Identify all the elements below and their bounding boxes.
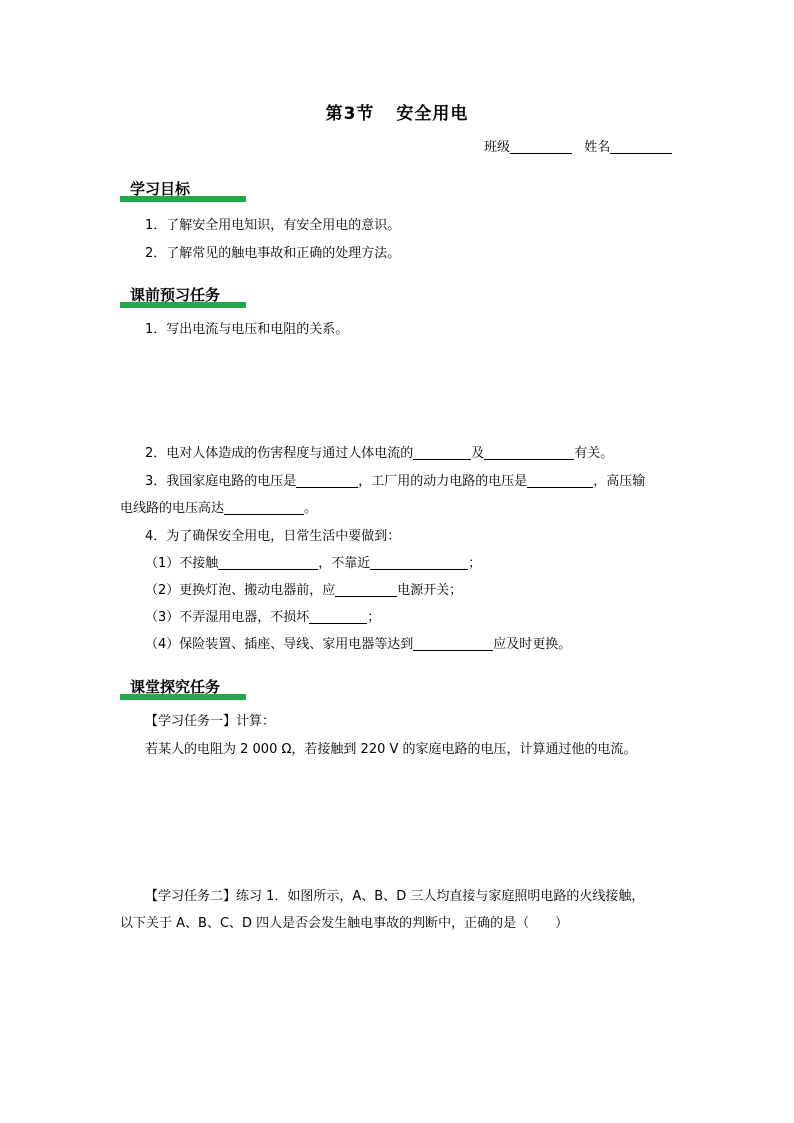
preview-question-2: 2．电对人体造成的伤害程度与通过人体电流的 及 有关。: [145, 446, 614, 461]
preview-question-3: 3．我国家庭电路的电压是 ，工厂用的动力电路的电压是 ，高压输: [145, 474, 646, 489]
blank[interactable]: [335, 582, 397, 597]
task1-label: 【学习任务一】计算：: [145, 714, 276, 729]
name-label: 姓名: [584, 140, 611, 155]
goal-item-2: 2．了解常见的触电事故和正确的处理方法。: [145, 246, 401, 261]
preview-q4-item-2: （2）更换灯泡、搬动电器前，应 电源开关；: [145, 583, 463, 598]
blank[interactable]: [218, 555, 318, 570]
goal-item-1: 1．了解安全用电知识，有安全用电的意识。: [145, 218, 401, 233]
section-heading-preview: 课前预习任务: [120, 284, 220, 305]
preview-q4-item-1: （1）不接触 ，不靠近 ；: [145, 556, 482, 571]
class-label: 班级: [484, 140, 511, 155]
blank[interactable]: [527, 473, 593, 488]
blank[interactable]: [309, 609, 367, 624]
blank[interactable]: [413, 636, 493, 651]
blank[interactable]: [296, 473, 358, 488]
page-title: [0, 99, 794, 124]
class-blank[interactable]: [510, 139, 572, 154]
task2-line-2: 以下关于 A、B、C、D 四人是否会发生触电事故的判断中，正确的是（ ）: [120, 916, 569, 931]
section-heading-explore: 课堂探究任务: [120, 676, 220, 697]
task1-text: 若某人的电阻为 2 000 Ω，若接触到 220 V 的家庭电路的电压，计算通过他的电流。: [145, 742, 637, 757]
blank[interactable]: [370, 555, 468, 570]
blank[interactable]: [413, 445, 471, 460]
preview-q4-item-3: （3）不弄湿用电器，不损坏 ；: [145, 610, 381, 625]
preview-q4-item-4: （4）保险装置、插座、导线、家用电器等达到 应及时更换。: [145, 637, 572, 652]
task2-line-1: 【学习任务二】练习 1．如图所示，A、B、D 三人均直接与家庭照明电路的火线接触，: [145, 889, 645, 904]
class-name-fields: [484, 136, 672, 155]
blank[interactable]: [224, 500, 304, 515]
preview-question-3-cont: 电线路的电压高达 。: [120, 501, 318, 516]
section-title: 安全用电: [396, 104, 469, 124]
preview-question-1: 1．写出电流与电压和电阻的关系。: [145, 322, 349, 337]
blank[interactable]: [484, 445, 574, 460]
section-number: 第3节: [325, 104, 375, 124]
section-heading-goals: 学习目标: [120, 178, 190, 199]
preview-question-4: 4．为了确保安全用电，日常生活中要做到：: [145, 529, 401, 544]
name-blank[interactable]: [610, 139, 672, 154]
